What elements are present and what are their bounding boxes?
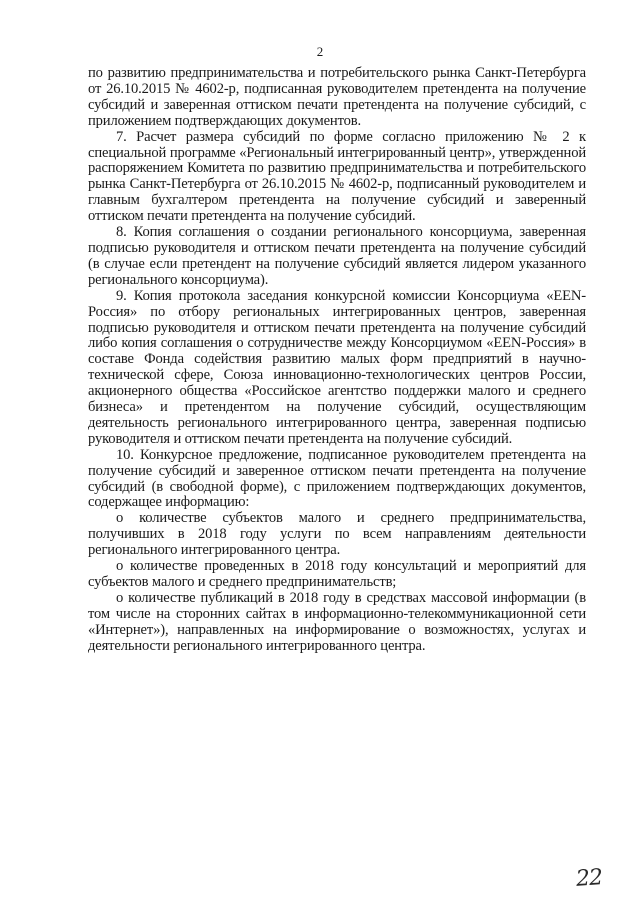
paragraph-info-publications: о количестве публикаций в 2018 году в средствах массовой информации (в том числе на сторонних сайтах в информационно-телекоммуникационной сети «Интернет»), направленных на информирование о возможностях, услугах и деятельности регионального интегрированного центра. (88, 589, 586, 654)
paragraph-item-10: 10. Конкурсное предложение, подписанное руководителем претендента на получение субсидий и заверенное оттиском печати претендента на получение субсидий (в свободной форме), с приложением подтверждающих документов, содержащее информацию: (88, 446, 586, 511)
document-body (88, 66, 586, 655)
paragraph-info-subjects: о количестве субъектов малого и среднего предпринимательства, получивших в 2018 году услуги по всем направлениям деятельности регионального интегрированного центра. (88, 510, 586, 559)
handwritten-sheet-number: 22 (575, 865, 603, 892)
page-number: 2 (316, 44, 324, 59)
paragraph-continuation: по развитию предпринимательства и потребительского рынка Санкт-Петербурга от 26.10.2015 № 4602-р, подписанная руководителем претендента на получение субсидий и заверенная оттиском печати претендента на получение субсидий, с приложением подтверждающих документов. (88, 65, 586, 129)
paragraph-item-9: 9. Копия протокола заседания конкурсной комиссии Консорциума «EEN-Россия» по отбору региональных интегрированных центров, заверенная подписью руководителя и оттиском печати претендента на получение субсидий либо копия соглашения о сотрудничестве между Консорциумом «EEN-Россия» в составе Фонда содействия развитию малых форм предприятий в научно-технической сфере, Союза инновационно-технологических центров России, акционерного общества «Российское агентство поддержки малого и среднего бизнеса» и претендентом на получение субсидий, осуществляющим деятельность регионального интегрированного центра, заверенная подписью руководителя и оттиском печати претендента на получение субсидий. (88, 287, 586, 447)
paragraph-item-7: 7. Расчет размера субсидий по форме согласно приложению № 2 к специальной программе «Региональный интегрированный центр», утвержденной распоряжением Комитета по развитию предпринимательства и потребительского рынка Санкт-Петербурга от 26.10.2015 № 4602-р, подписанный руководителем и главным бухгалтером претендента на получение субсидий и заверенный оттиском печати претендента на получение субсидий. (88, 128, 586, 225)
paragraph-item-8: 8. Копия соглашения о создании регионального консорциума, заверенная подписью руководителя и оттиском печати претендента на получение субсидий (в случае если претендент на получение субсидий является лидером указанного регионального консорциума). (88, 224, 586, 288)
paragraph-info-consultations: о количестве проведенных в 2018 году консультаций и мероприятий для субъектов малого и среднего предпринимательств; (88, 558, 586, 590)
